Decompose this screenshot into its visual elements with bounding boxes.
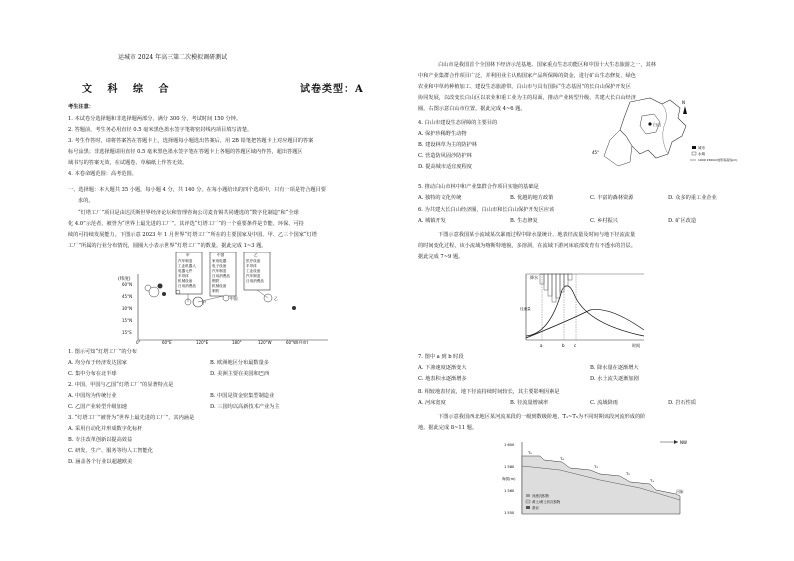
q3-stem: 3. “灯塔工厂”被誉为“世界上最先进的工厂”，其内涵是	[68, 415, 195, 421]
section-intro: 一、选择题：本大题共 35 小题，每小题 4 分，共 140 分。在每小题给出的四个选项中，只有一项是符合题目要	[68, 187, 326, 193]
q8-option: C. 流域降雨	[590, 400, 618, 406]
terrace-ylabel: 海拔(m)	[502, 477, 516, 481]
legend-water: 水域	[698, 152, 705, 156]
jia-industry: 工业机器人	[178, 264, 196, 268]
jia-industry: 半导体	[178, 274, 189, 278]
note-item: 1. 本试卷分选择题和非选择题两部分，满分 300 分，考试时间 150 分钟。	[68, 116, 242, 122]
q5-option: B. 优越的地方政策	[510, 195, 554, 201]
note-item: 2. 答题前，考生务必用直径 0.5 毫米黑色墨水签字笔将密封线内项目填写清楚。	[68, 127, 253, 133]
exam-title: 运城市 2024 年高三第二次模拟调研测试	[118, 54, 228, 61]
terrace-para: 地。据此完成 8~11 题。	[418, 425, 478, 431]
q5-option: D. 众多的重工业企业	[668, 195, 717, 201]
baishan-para: 白山市是我国首个全国林下经济示范基地、国家重点生态功能区和中国十大生态旅游之一，其林	[438, 62, 656, 68]
north-label: N	[682, 100, 685, 105]
q2-option: A. 中国均为传统行业	[68, 393, 117, 399]
china-industry: 机械设备	[212, 284, 227, 288]
baishan-para: 圈。右图示意白山市位置。据此完成 4~6 题。	[418, 106, 526, 112]
q7-option: C. 地表积水逐渐增多	[418, 376, 467, 382]
q1-option: A. 均分布于经济发达国家	[68, 360, 127, 366]
box-title-china: 中国	[217, 253, 225, 257]
legend-contour: 1000 1500m地形等高线(m)	[698, 158, 738, 162]
q4-option: C. 营造防风固沙防护林	[418, 153, 472, 159]
terrace-t1: T₁	[650, 478, 654, 483]
jia-industry: 机械设备	[178, 279, 193, 283]
q1-option: D. 美洲主要在美国和巴西	[210, 371, 270, 377]
riverbed-label: 河床	[676, 489, 684, 494]
terrace-legend-item: 基岩	[532, 506, 539, 510]
lat-tick: 15°S	[122, 330, 132, 335]
nw-label: NW	[680, 440, 687, 445]
q5-option: A. 独特的文化传统	[418, 195, 462, 201]
box-title-yi: 乙	[254, 253, 258, 257]
legend-city: 城市	[698, 146, 705, 150]
map-label-yi: 乙	[274, 296, 278, 301]
jia-industry: 日用消费品	[178, 284, 196, 288]
q1-stem: 1. 图示可知“灯塔工厂”的分布	[68, 349, 137, 355]
q4-option: B. 建设林草为主的防护林	[418, 142, 477, 148]
terrace-para: 下图示意我国西北地区某河流某段的一级到数级阶地，T₁~T₅为不同时期该段河流形成的阶	[438, 414, 646, 420]
yi-industry: 半导体	[246, 264, 257, 268]
q7-option: D. 水土流失逐渐加剧	[590, 376, 639, 382]
lat-tick: 45°N	[122, 294, 133, 299]
q8-option: D. 岩石性质	[668, 400, 697, 406]
lighthouse-para: 化 4.0”示范者，被誉为“世界上最先进的工厂”。其评选“灯塔工厂”的一个重要条件是节能、环保、可持	[68, 221, 304, 227]
terrace-legend-item: 黄土/黄土状沉积物	[532, 500, 561, 504]
china-industry: 日用消费品	[212, 274, 230, 278]
lat-45-label: 45°	[592, 150, 600, 155]
q8-option: B. 径流量增减率	[510, 400, 549, 406]
lon-tick: 180°	[232, 340, 242, 344]
lon-tick: 120°E	[196, 340, 209, 344]
q6-option: D. 矿区改造	[668, 218, 697, 224]
q5-stem: 5. 推动白山市林中和产业集群合作项目实施的基础是	[418, 184, 539, 190]
q3-option: B. 专注改革创新以提高效益	[68, 437, 133, 443]
yi-industry: 汽车制造	[246, 274, 261, 278]
chart-label-b: b	[562, 343, 565, 348]
chart-label-c: c	[574, 343, 577, 348]
q2-stem: 2. 中国、甲国与乙国“灯塔工厂”的显著特点是	[68, 382, 174, 388]
lighthouse-para: “灯塔工厂”项目是由达沃斯世界经济论坛和管理咨询公司麦肯锡共同遴选的“数字化制造”和“全球	[78, 210, 299, 216]
q4-option: D. 提高城市适宜度程度	[418, 164, 472, 170]
chart-label-rain: 降水	[530, 275, 538, 280]
terrace-ytick: 1 560	[504, 489, 515, 493]
chart-label-runoff: 径流量	[520, 307, 531, 311]
q2-option: B. 中国是资金密集型制造业	[210, 393, 275, 399]
terrace-profile-figure	[500, 436, 700, 518]
jia-industry: 汽车制造	[178, 259, 193, 263]
baishan-para: 协同发展，以改变长白山区以农业和重工业为主的局面，推动产业转型升级，共建大长白山经济	[418, 95, 636, 101]
baishan-para: 农业和中草药种植加工、建设生态旅游带。白山市与具有国际“生态基因”的长白山保护开发区	[418, 84, 631, 90]
q8-option: A. 河床宽度	[418, 400, 446, 406]
q2-option: C. 乙国产业转型升级加速	[68, 404, 127, 410]
q2-option: D. 三国均以高新技术产业为主	[210, 404, 280, 410]
china-industry: 电子设备	[212, 264, 227, 268]
q7-stem: 7. 图中 a 到 b 时段	[418, 354, 464, 360]
q3-option: A. 采用自动化并形成数字化标杆	[68, 426, 143, 432]
terrace-legend-item: 河流沉积物	[532, 494, 549, 498]
lon-tick: 120°W	[258, 340, 272, 344]
notes-heading: 考生注意：	[68, 104, 94, 110]
section-intro-cont: 求的。	[78, 198, 94, 204]
lat-axis-label: (纬度)	[118, 277, 131, 282]
q4-option: A. 保护珍稀野生动物	[418, 131, 467, 137]
q1-option: C. 集中分布在北半球	[68, 371, 117, 377]
note-item: 3. 考生作答时，请将答案答在答题卡上，选择题每小题选出答案后，用 2B 铅笔把答题卡上对应题目的答案	[68, 138, 314, 144]
q8-stem: 8. 相较地表径流，地下径流持续时间较长，其主要影响因素是	[418, 389, 560, 395]
terrace-ytick: 1 580	[504, 465, 515, 469]
lat-tick: 30°N	[122, 306, 133, 311]
terrace-t3: T₃	[594, 464, 598, 469]
terrace-t2: T₂	[626, 471, 630, 476]
china-industry: 钢铁	[212, 279, 220, 283]
lighthouse-para: 工厂”所属的行业分布情况，圆圈大小表示世界“灯塔工厂”的数量。据此完成 1~3 题。	[68, 243, 267, 249]
terrace-t5: T₅	[528, 450, 532, 455]
q6-stem: 6. 为共建大长白山经济圈，白山市和长白山保护开发区应该	[418, 207, 555, 213]
baishan-location-map	[590, 96, 740, 170]
q4-stem: 4. 白山市建设生态屏障的主要目的	[418, 120, 498, 126]
note-item: 域书写的答案无效，在试题卷、草稿纸上作答无效。	[68, 160, 188, 166]
paper-type: 试卷类型：A	[300, 84, 364, 95]
lat-tick: 15°N	[122, 318, 133, 323]
q7-option: A. 下渗速度逐渐变大	[418, 365, 467, 371]
baishan-label: 白山	[653, 122, 661, 127]
runoff-para: 下图示意我国某小流域某次暴雨过程中降水量统计、地表径流量及时间与地下径流流量	[438, 232, 636, 238]
terrace-ytick: 1 600	[504, 443, 515, 447]
runoff-para: 的时间变化过程，该小流域为喀斯特地貌，多溶洞，在流域下游河床底部发育有不透水的岩层。	[418, 243, 636, 249]
map-label-china: 中国	[230, 296, 238, 301]
lat-tick: 60°N	[122, 282, 133, 287]
note-item: 标号涂黑；非选择题请用直径 0.5 毫米黑色墨水签字笔在答题卡上各题的答题区域内作答，超出答题区	[68, 149, 303, 155]
yi-industry: 工业设备	[246, 269, 261, 273]
terrace-t4: T₄	[560, 456, 564, 461]
q1-option: B. 欧洲地区分布最数量多	[210, 360, 269, 366]
lon-tick: 0°	[136, 340, 141, 344]
terrace-ytick: 1 550	[504, 511, 515, 515]
map-label-jia: 甲	[202, 300, 206, 305]
yi-industry: 日用消费品	[246, 279, 264, 283]
q6-option: B. 生态修复	[510, 218, 538, 224]
q5-option: C. 丰富的森林资源	[590, 195, 634, 201]
q6-option: C. 乡村振兴	[590, 218, 618, 224]
q3-option: C. 研发、生产、服务等均人工智能化	[68, 448, 153, 454]
baishan-para: 中和产业集群合作项目广泛，并利用业主认购国家产品所保障的资金，进行矿山生态修复、绿色	[418, 73, 636, 79]
jia-industry: 电器元件	[178, 269, 193, 273]
chart-label-time: 时间	[632, 343, 640, 348]
china-industry: 家用电器	[212, 259, 227, 263]
lon-tick: 60°W(经度)	[286, 340, 309, 344]
runoff-para: 据此完成 7~9 题。	[418, 254, 464, 260]
subject-title: 文 科 综 合	[82, 84, 175, 95]
q6-option: A. 城镇开发	[418, 218, 446, 224]
chart-label-a: a	[540, 343, 543, 348]
box-title-jia: 甲	[186, 253, 190, 257]
lighthouse-para: 续的可持续发展能力。下图示意 2023 年 1 月世界“灯塔工厂”所在的主要国家及中国、甲、乙三个国家“灯塔	[68, 232, 317, 238]
note-item: 4. 本卷命题范围：高考范围。	[68, 171, 137, 177]
china-industry: 汽车制造	[212, 269, 227, 273]
q7-option: B. 降水量在逐渐增大	[590, 365, 639, 371]
yi-industry: 医疗设备	[246, 259, 261, 263]
lon-tick: 60°E	[162, 340, 172, 344]
china-industry: 制药	[212, 289, 220, 293]
q3-option: D. 涵盖各个行业以超越欧美	[68, 459, 133, 465]
lighthouse-map-figure	[118, 252, 338, 344]
hydrograph-figure	[520, 270, 650, 350]
